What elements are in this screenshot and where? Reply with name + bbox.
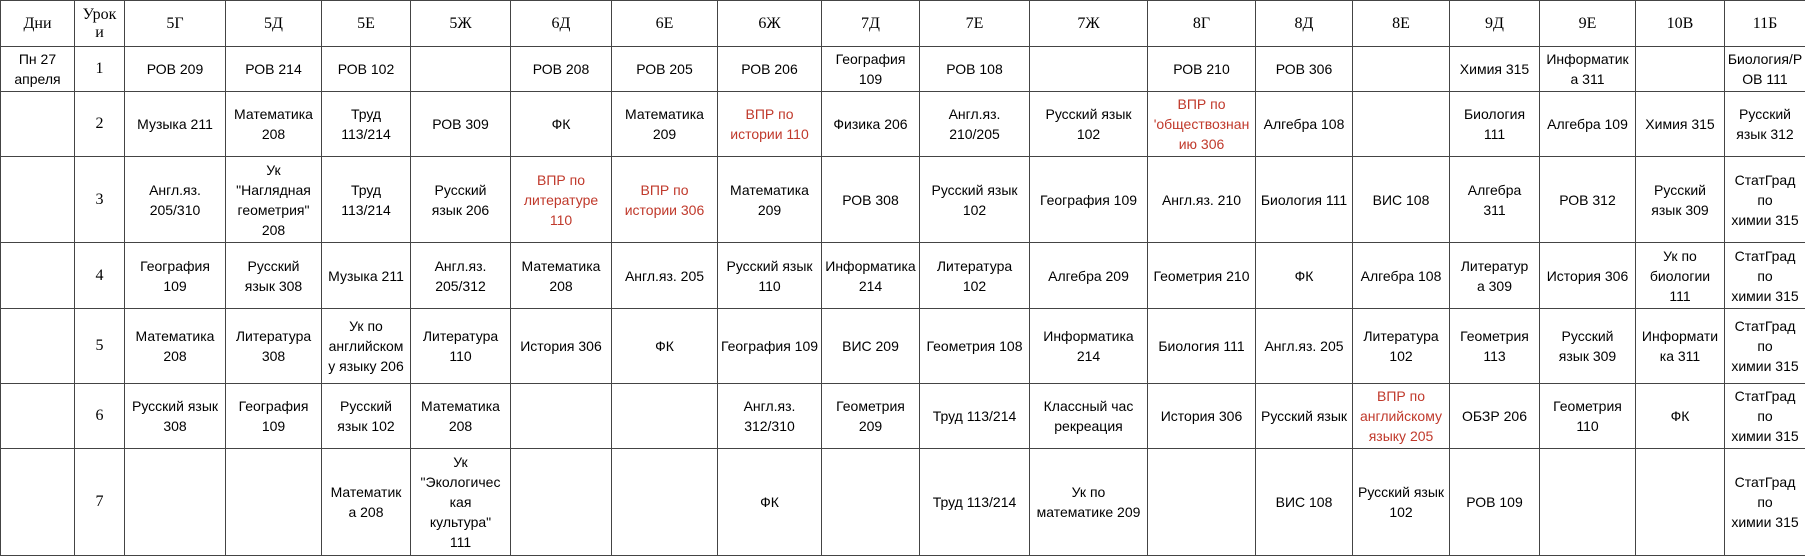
schedule-row bbox=[1, 47, 1805, 92]
class-column-header: 6Е bbox=[612, 1, 718, 47]
lesson-cell: Математика 209 bbox=[612, 91, 718, 156]
lesson-cell: ФК bbox=[612, 308, 718, 383]
lesson-cell: Геометрия 210 bbox=[1148, 243, 1256, 308]
lesson-cell bbox=[1353, 47, 1450, 92]
lesson-cell: Алгебра 108 bbox=[1353, 243, 1450, 308]
lesson-cell: Русский язык 309 bbox=[1636, 157, 1725, 243]
lesson-cell: Алгебра 109 bbox=[1540, 91, 1636, 156]
lesson-cell: Алгебра 209 bbox=[1030, 243, 1148, 308]
lesson-cell: Классный час рекреация bbox=[1030, 383, 1148, 448]
lesson-cell: Алгебра 311 bbox=[1450, 157, 1540, 243]
schedule-row bbox=[1, 157, 1805, 243]
lesson-cell: Математика 208 bbox=[511, 243, 612, 308]
lesson-cell: РОВ 214 bbox=[226, 47, 322, 92]
lesson-cell: Геометрия 110 bbox=[1540, 383, 1636, 448]
lesson-cell: Англ.яз. 205 bbox=[612, 243, 718, 308]
lesson-cell: ВИС 209 bbox=[822, 308, 920, 383]
lessons-column-header: Урок и bbox=[75, 1, 125, 47]
class-column-header: 8Г bbox=[1148, 1, 1256, 47]
lesson-cell: РОВ 108 bbox=[920, 47, 1030, 92]
lesson-cell: Литератур а 309 bbox=[1450, 243, 1540, 308]
lesson-cell: Русский язык 206 bbox=[411, 157, 511, 243]
lesson-cell bbox=[1353, 91, 1450, 156]
class-column-header: 5Д bbox=[226, 1, 322, 47]
lesson-cell: РОВ 306 bbox=[1256, 47, 1353, 92]
lesson-cell: Математика 208 bbox=[411, 383, 511, 448]
lesson-cell: СтатГрад по химии 315 bbox=[1725, 243, 1805, 308]
lesson-cell: Англ.яз. 210 bbox=[1148, 157, 1256, 243]
lesson-cell: Русский язык 102 bbox=[1353, 448, 1450, 555]
lesson-cell: Информатика 214 bbox=[1030, 308, 1148, 383]
lesson-cell: РОВ 210 bbox=[1148, 47, 1256, 92]
lesson-cell bbox=[1636, 448, 1725, 555]
lesson-cell bbox=[822, 448, 920, 555]
lesson-cell: География 109 bbox=[125, 243, 226, 308]
lesson-cell bbox=[1636, 47, 1725, 92]
lesson-cell: Труд 113/214 bbox=[920, 383, 1030, 448]
lesson-cell: ФК bbox=[1636, 383, 1725, 448]
lesson-cell: Русский язык 308 bbox=[125, 383, 226, 448]
lesson-cell: ВПР по истории 110 bbox=[718, 91, 822, 156]
lesson-cell: География 109 bbox=[1030, 157, 1148, 243]
lesson-cell: РОВ 208 bbox=[511, 47, 612, 92]
lesson-cell bbox=[1148, 448, 1256, 555]
lesson-cell: Биология 111 bbox=[1450, 91, 1540, 156]
class-column-header: 8Е bbox=[1353, 1, 1450, 47]
lesson-cell: Ук "Экологичес кая культура" 111 bbox=[411, 448, 511, 555]
lesson-cell: РОВ 308 bbox=[822, 157, 920, 243]
lesson-cell: РОВ 205 bbox=[612, 47, 718, 92]
class-column-header: 10В bbox=[1636, 1, 1725, 47]
lesson-cell: ОБЗР 206 bbox=[1450, 383, 1540, 448]
lesson-cell: Геометрия 108 bbox=[920, 308, 1030, 383]
schedule-row bbox=[1, 448, 1805, 555]
lesson-cell: ВИС 108 bbox=[1256, 448, 1353, 555]
lesson-cell: География 109 bbox=[718, 308, 822, 383]
lesson-cell: ФК bbox=[718, 448, 822, 555]
lesson-cell: РОВ 309 bbox=[411, 91, 511, 156]
lesson-number: 5 bbox=[75, 308, 125, 383]
lesson-cell: Русский язык 312 bbox=[1725, 91, 1805, 156]
lesson-cell: Русский язык 110 bbox=[718, 243, 822, 308]
class-column-header: 5Е bbox=[322, 1, 411, 47]
lesson-cell: Информатик а 311 bbox=[1540, 47, 1636, 92]
class-column-header: 5Ж bbox=[411, 1, 511, 47]
class-column-header: 7Ж bbox=[1030, 1, 1148, 47]
lesson-cell: Музыка 211 bbox=[125, 91, 226, 156]
day-cell-empty bbox=[1, 448, 75, 555]
class-column-header: 5Г bbox=[125, 1, 226, 47]
lesson-cell: Англ.яз. 205/312 bbox=[411, 243, 511, 308]
lesson-cell: ФК bbox=[511, 91, 612, 156]
lesson-cell: Русский язык 308 bbox=[226, 243, 322, 308]
lesson-cell bbox=[511, 383, 612, 448]
lesson-cell: Русский язык 102 bbox=[920, 157, 1030, 243]
lesson-cell: ВПР по литературе 110 bbox=[511, 157, 612, 243]
lesson-cell: История 306 bbox=[1148, 383, 1256, 448]
lesson-cell: Математика 209 bbox=[718, 157, 822, 243]
lesson-cell: Русский язык 309 bbox=[1540, 308, 1636, 383]
lesson-cell: Биология 111 bbox=[1148, 308, 1256, 383]
lesson-cell: Литература 102 bbox=[1353, 308, 1450, 383]
lesson-cell: Математик а 208 bbox=[322, 448, 411, 555]
lesson-cell bbox=[411, 47, 511, 92]
lesson-cell: Математика 208 bbox=[226, 91, 322, 156]
lesson-cell: Русский язык 102 bbox=[1030, 91, 1148, 156]
class-column-header: 11Б bbox=[1725, 1, 1805, 47]
lesson-cell: Ук по английском у языку 206 bbox=[322, 308, 411, 383]
lesson-cell: ВПР по 'обществознан ию 306 bbox=[1148, 91, 1256, 156]
lesson-cell: Труд 113/214 bbox=[322, 91, 411, 156]
class-column-header: 7Д bbox=[822, 1, 920, 47]
lesson-cell: ВПР по истории 306 bbox=[612, 157, 718, 243]
day-cell-empty bbox=[1, 157, 75, 243]
class-column-header: 7Е bbox=[920, 1, 1030, 47]
lesson-cell bbox=[1030, 47, 1148, 92]
class-column-header: 6Ж bbox=[718, 1, 822, 47]
lesson-cell: География 109 bbox=[822, 47, 920, 92]
lesson-cell: Химия 315 bbox=[1636, 91, 1725, 156]
lesson-cell: Информати ка 311 bbox=[1636, 308, 1725, 383]
lesson-cell: Химия 315 bbox=[1450, 47, 1540, 92]
schedule-row bbox=[1, 243, 1805, 308]
lesson-cell: Труд 113/214 bbox=[920, 448, 1030, 555]
lesson-cell: СтатГрад по химии 315 bbox=[1725, 383, 1805, 448]
day-cell-empty bbox=[1, 243, 75, 308]
lesson-cell: Биология 111 bbox=[1256, 157, 1353, 243]
class-column-header: 9Е bbox=[1540, 1, 1636, 47]
lesson-number: 3 bbox=[75, 157, 125, 243]
lesson-cell: Труд 113/214 bbox=[322, 157, 411, 243]
lesson-cell bbox=[125, 448, 226, 555]
lesson-cell: Ук "Наглядная геометрия" 208 bbox=[226, 157, 322, 243]
lesson-cell: РОВ 209 bbox=[125, 47, 226, 92]
lesson-cell: Русский язык bbox=[1256, 383, 1353, 448]
schedule-row bbox=[1, 91, 1805, 156]
lesson-cell: РОВ 109 bbox=[1450, 448, 1540, 555]
lesson-cell: Геометрия 209 bbox=[822, 383, 920, 448]
header-row bbox=[1, 1, 1805, 47]
day-cell-empty bbox=[1, 383, 75, 448]
lesson-cell: Англ.яз. 205 bbox=[1256, 308, 1353, 383]
lesson-cell: Математика 208 bbox=[125, 308, 226, 383]
lesson-number: 6 bbox=[75, 383, 125, 448]
schedule-row bbox=[1, 383, 1805, 448]
lesson-cell: Информатика 214 bbox=[822, 243, 920, 308]
day-label: Пн 27 апреля bbox=[1, 47, 75, 92]
lesson-cell: РОВ 206 bbox=[718, 47, 822, 92]
lesson-cell: Русский язык 102 bbox=[322, 383, 411, 448]
class-column-header: 9Д bbox=[1450, 1, 1540, 47]
lesson-number: 4 bbox=[75, 243, 125, 308]
lesson-cell bbox=[612, 383, 718, 448]
class-column-header: 6Д bbox=[511, 1, 612, 47]
lesson-cell: История 306 bbox=[1540, 243, 1636, 308]
lesson-cell: СтатГрад по химии 315 bbox=[1725, 157, 1805, 243]
lesson-cell: Литература 110 bbox=[411, 308, 511, 383]
lesson-cell bbox=[1540, 448, 1636, 555]
lesson-cell: Литература 308 bbox=[226, 308, 322, 383]
lesson-cell: РОВ 312 bbox=[1540, 157, 1636, 243]
lesson-cell: Физика 206 bbox=[822, 91, 920, 156]
lesson-cell: ВПР по английскому языку 205 bbox=[1353, 383, 1450, 448]
lesson-number: 1 bbox=[75, 47, 125, 92]
lesson-cell: Ук по биологии 111 bbox=[1636, 243, 1725, 308]
lesson-cell: РОВ 102 bbox=[322, 47, 411, 92]
lesson-cell: Англ.яз. 205/310 bbox=[125, 157, 226, 243]
lesson-cell: ВИС 108 bbox=[1353, 157, 1450, 243]
lesson-cell: Алгебра 108 bbox=[1256, 91, 1353, 156]
lesson-cell: Геометрия 113 bbox=[1450, 308, 1540, 383]
schedule-row bbox=[1, 308, 1805, 383]
day-cell-empty bbox=[1, 91, 75, 156]
class-column-header: 8Д bbox=[1256, 1, 1353, 47]
lesson-cell: Англ.яз. 312/310 bbox=[718, 383, 822, 448]
lesson-number: 2 bbox=[75, 91, 125, 156]
lesson-cell: СтатГрад по химии 315 bbox=[1725, 308, 1805, 383]
days-column-header: Дни bbox=[1, 1, 75, 47]
lesson-cell: Литература 102 bbox=[920, 243, 1030, 308]
lesson-cell bbox=[511, 448, 612, 555]
lesson-cell: СтатГрад по химии 315 bbox=[1725, 448, 1805, 555]
lesson-cell: ФК bbox=[1256, 243, 1353, 308]
day-cell-empty bbox=[1, 308, 75, 383]
lesson-cell: Англ.яз. 210/205 bbox=[920, 91, 1030, 156]
lesson-cell: Ук по математике 209 bbox=[1030, 448, 1148, 555]
lesson-cell: Биология/Р ОВ 111 bbox=[1725, 47, 1805, 92]
lesson-cell: Музыка 211 bbox=[322, 243, 411, 308]
lesson-number: 7 bbox=[75, 448, 125, 555]
lesson-cell bbox=[226, 448, 322, 555]
lesson-cell: География 109 bbox=[226, 383, 322, 448]
lesson-cell bbox=[612, 448, 718, 555]
lesson-cell: История 306 bbox=[511, 308, 612, 383]
